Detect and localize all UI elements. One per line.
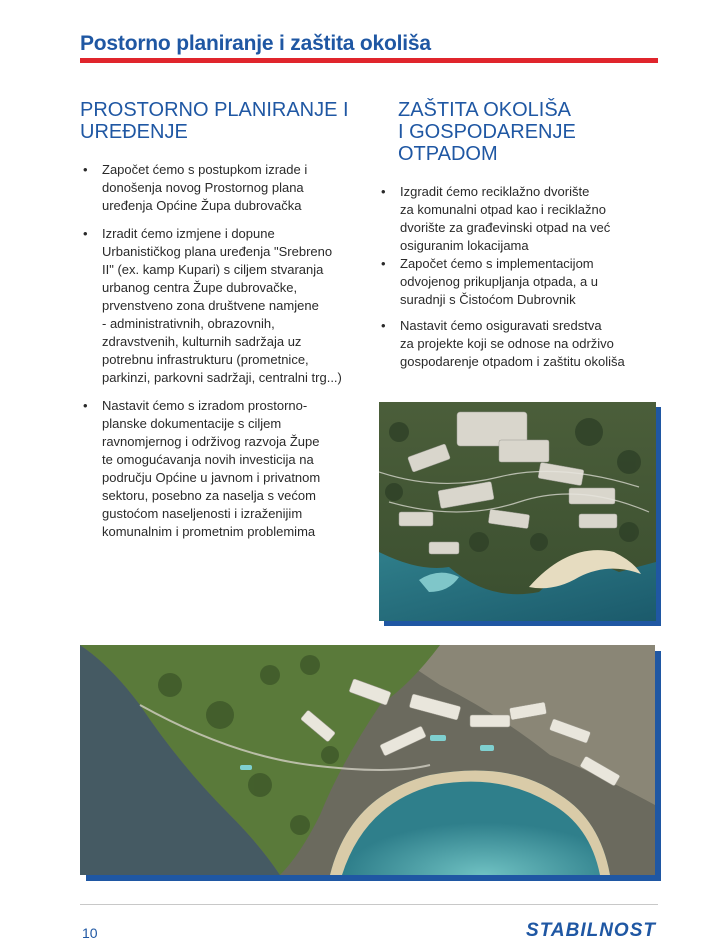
text-line: • Započet ćemo s postupkom izrade i <box>102 162 308 177</box>
heading-line: PROSTORNO PLANIRANJE I <box>80 99 349 121</box>
text-line: planske dokumentacije s ciljem <box>102 416 282 431</box>
text-line: urbanog centra Župe dubrovačke, <box>102 280 298 295</box>
text-line: Urbanističkog plana uređenja "Srebreno <box>102 244 333 259</box>
text-line: komunalnim i prometnim problemima <box>102 524 316 539</box>
text-line: • Nastavit ćemo osiguravati sredstva <box>400 318 602 333</box>
text-line: prvenstveno zona društvene namjene <box>102 298 319 313</box>
coast-aerial-illustration <box>80 645 655 875</box>
text-line: • Započet ćemo s implementacijom <box>400 256 594 271</box>
resort-aerial-illustration <box>379 402 656 621</box>
heading-line: UREĐENJE <box>80 121 188 143</box>
list-item <box>80 225 365 387</box>
text-line: donošenja novog Prostornog plana <box>102 180 304 195</box>
text-line: za projekte koji se odnose na održivo <box>400 336 614 351</box>
list-item <box>378 317 678 371</box>
text-line: - administrativnih, obrazovnih, <box>102 316 275 331</box>
text-line: sektoru, posebno za naselja s većom <box>102 488 316 503</box>
text-line: • Izradit ćemo izmjene i dopune <box>102 226 275 241</box>
text-line: za komunalni otpad kao i reciklažno <box>400 202 606 217</box>
left-bullet-list <box>80 161 365 551</box>
text-line: te omogućavanja novih investicija na <box>102 452 314 467</box>
coast-aerial-image <box>80 645 655 875</box>
text-line: II" (ex. kamp Kupari) s ciljem stvaranja <box>102 262 324 277</box>
list-item <box>80 397 365 541</box>
list-item <box>378 255 678 309</box>
right-column-heading <box>398 99 658 165</box>
title-rule <box>80 58 658 63</box>
brand-logo: STABILNOST <box>526 920 656 941</box>
heading-line: ZAŠTITA OKOLIŠA <box>398 99 572 121</box>
text-line: odvojenog prikupljanja otpada, a u <box>400 274 599 289</box>
text-line: osiguranim lokacijama <box>400 238 529 253</box>
list-item <box>80 161 365 215</box>
text-line: dvorište za građevinski otpad na već <box>400 220 611 235</box>
right-bullet-list <box>378 183 678 371</box>
text-line: parkinzi, parkovni sadržaji, centralni trg...) <box>102 370 342 385</box>
text-line: gospodarenje otpadom i zaštitu okoliša <box>400 354 625 369</box>
text-line: • Izgradit ćemo reciklažno dvorište <box>400 184 590 199</box>
list-item <box>378 183 678 255</box>
text-line: području Općine u javnom i privatnom <box>102 470 321 485</box>
left-column-heading <box>80 99 380 143</box>
text-line: • Nastavit ćemo s izradom prostorno- <box>102 398 308 413</box>
text-line: zdravstvenih, kulturnih sadržaja uz <box>102 334 302 349</box>
footer-rule <box>80 904 658 905</box>
page-title: Postorno planiranje i zaštita okoliša <box>80 32 431 55</box>
resort-aerial-image <box>379 402 656 621</box>
page-number: 10 <box>82 925 98 941</box>
heading-line: OTPADOM <box>398 143 498 165</box>
text-line: suradnji s Čistoćom Dubrovnik <box>400 292 576 307</box>
text-line: potrebnu infrastrukturu (prometnice, <box>102 352 309 367</box>
heading-line: I GOSPODARENJE <box>398 121 576 143</box>
text-line: gustoćom naseljenosti i izraženijim <box>102 506 303 521</box>
text-line: uređenja Općine Župa dubrovačka <box>102 198 302 213</box>
text-line: ravnomjernog i održivog razvoja Župe <box>102 434 320 449</box>
